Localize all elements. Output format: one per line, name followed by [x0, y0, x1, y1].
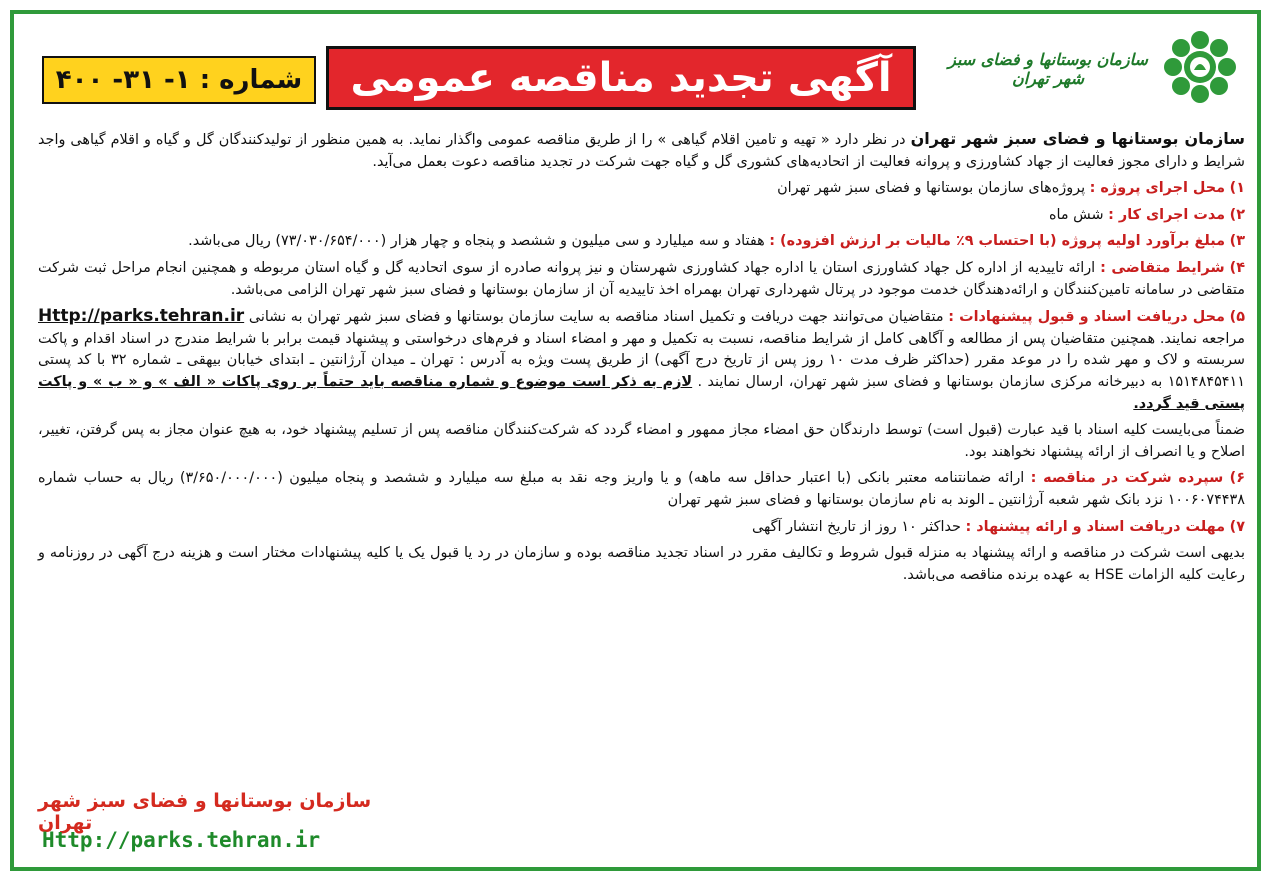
item-7	[38, 517, 1245, 539]
closing-paragraph: بدیهی است شرکت در مناقصه و ارائه پیشنهاد به منزله قبول شروط و تکالیف مقرر در اسناد تجدید مناقصه بوده و سازمان در رد یا قبول یک یا کلیه پیشنهادات مختار است و هزینه درج آگهی در روزنامه و رعایت کلیه الزامات HSE به عهده برنده مناقصه می‌باشد.	[38, 545, 1245, 583]
item-label: شرایط متقاضی :	[1100, 259, 1225, 276]
item-text: ارائه ضمانتنامه معتبر بانکی (با اعتبار حداقل سه ماهه) و یا واریز وجه نقد به مبلغ سه میلیارد و ششصد و پنجاه میلیون (۳/۶۵۰/۰۰۰/۰۰۰) ریال به حساب شماره ۱۰۰۶۰۷۴۴۳۸ نزد بانک شهر شعبه آرژانتین ـ الوند به نام سازمان بوستانها و فضای سبز شهر تهران	[38, 470, 1245, 508]
item-text-before-url: متقاضیان می‌توانند جهت دریافت و تکمیل اسناد مناقصه به سایت سازمان بوستانها و فضای سبز شهر تهران به نشانی	[244, 309, 949, 326]
org-logo	[945, 22, 1245, 112]
item-text: هفتاد و سه میلیارد و سی میلیون و ششصد و پنجاه و چهار هزار (۷۳/۰۳۰/۶۵۴/۰۰۰) ریال می‌باشد.	[188, 233, 770, 250]
item-5	[38, 306, 1245, 415]
item-text: حداکثر ۱۰ روز از تاریخ انتشار آگهی	[752, 518, 966, 535]
advertisement-frame	[10, 10, 1261, 871]
tender-number-badge: شماره : ۱- ۳۱- ۴۰۰	[42, 56, 316, 104]
footer-org-name: سازمان بوستانها و فضای سبز شهر تهران	[38, 790, 372, 834]
item-4	[38, 258, 1245, 301]
item-text-after-url: مراجعه نمایند. همچنین متقاضیان پس از مطالعه و آگاهی کامل از شرایط مناقصه، نسبت به تکمیل و مهر و امضاء اسناد و فرم‌های درخواستی و پیشنهاد قیمت برابر با شرایط مندرج در اسناد اقدام و پاکت سربسته و لاک و مهر شده را در موعد مقرر (حداکثر ظرف مدت ۱۰ روز پس از تاریخ درج آگهی) از طریق پست ویژه به آدرس : تهران ـ میدان آرژانتین ـ ابتدای خیابان بیهقی ـ شماره ۳۲ با کد پستی ۱۵۱۴۸۴۵۴۱۱ به دبیرخانه مرکزی سازمان بوستانها و فضای سبز شهر تهران، ارسال نمایند .	[38, 330, 1245, 390]
item-number: ۵)	[1229, 309, 1245, 326]
signature-note	[38, 420, 1245, 463]
header	[20, 20, 1251, 116]
item-number: ۶)	[1229, 470, 1246, 487]
intro-text: در نظر دارد « تهیه و تامین اقلام گیاهی » را از طریق مناقصه عمومی واگذار نماید. به همین منظور از تولیدکنندگان گل و گیاه و اقلام گیاهی واجد شرایط و دارای مجوز فعالیت از جهاد کشاورزی و پروانه فعالیت از اتحادیه‌های کشوری گل و گیاه جهت شرکت در تجدید مناقصه دعوت بعمل می‌آید.	[38, 132, 1245, 170]
footer-website-link[interactable]: Http://parks.tehran.ir	[42, 828, 321, 852]
tehran-municipality-emblem-icon	[1161, 28, 1239, 106]
intro-org-name: سازمان بوستانها و فضای سبز شهر تهران	[910, 129, 1245, 148]
item-number: ۷)	[1229, 518, 1245, 535]
page-title: آگهی تجدید مناقصه عمومی	[326, 46, 916, 110]
item-3	[38, 231, 1245, 253]
item-label: محل اجرای پروژه :	[1089, 180, 1226, 197]
intro-paragraph	[38, 128, 1245, 173]
item-label: محل دریافت اسناد و قبول پیشنهادات :	[948, 309, 1225, 326]
parks-website-link[interactable]: Http://parks.tehran.ir	[38, 306, 245, 327]
item-number: ۱)	[1229, 180, 1245, 197]
item-6	[38, 468, 1245, 511]
item-1	[38, 178, 1245, 200]
item-number: ۲)	[1229, 206, 1245, 223]
org-logo-text: سازمان بوستانها و فضای سبز شهر تهران	[948, 50, 1148, 88]
item-text: شش ماه	[1048, 206, 1109, 223]
envelope-requirement-note: لازم به ذکر است موضوع و شماره مناقصه باید حتماً بر روی پاکات « الف » و « ب » و پاکت پستی قید گردد.	[38, 373, 1245, 412]
item-label: مدت اجرای کار :	[1108, 206, 1226, 223]
item-label: مبلغ برآورد اولیه پروژه (با احتساب ۹٪ مالیات بر ارزش افزوده) :	[769, 233, 1226, 250]
item-text: ارائه تاییدیه از اداره کل جهاد کشاورزی استان یا اداره جهاد کشاورزی شهرستان و نیز پروانه صادره از سوی اتحادیه گل و گیاه استان مربوطه و همچنین انجام مراحل ثبت شرکت متقاضی در سامانه تامین‌کنندگان و ارائه‌دهندگان خدمت موجود در پرتال شهرداری تهران بهمراه اخذ تاییدیه آن از سازمان بوستانها و فضای سبز شهر تهران الزامی می‌باشد.	[38, 259, 1245, 298]
advertisement-body	[38, 128, 1245, 591]
item-text: پروژه‌های سازمان بوستانها و فضای سبز شهر تهران	[777, 180, 1090, 197]
item-label: مهلت دریافت اسناد و ارائه پیشنهاد :	[965, 518, 1226, 535]
item-number: ۴)	[1229, 259, 1246, 276]
signature-note-text: ضمناً می‌بایست کلیه اسناد با قید عبارت (قبول است) توسط دارندگان حق امضاء مجاز ممهور و امضاء گردد که شرکت‌کنندگان مناقصه پس از تسلیم پیشنهاد خود، به هیچ عنوان مجاز به پس گرفتن، تغییر، اصلاح و یا انصراف از ارائه پیشنهاد نخواهند بود.	[38, 422, 1245, 460]
item-2	[38, 205, 1245, 227]
item-label: سپرده شرکت در مناقصه :	[1030, 470, 1224, 487]
item-number: ۳)	[1229, 233, 1245, 250]
